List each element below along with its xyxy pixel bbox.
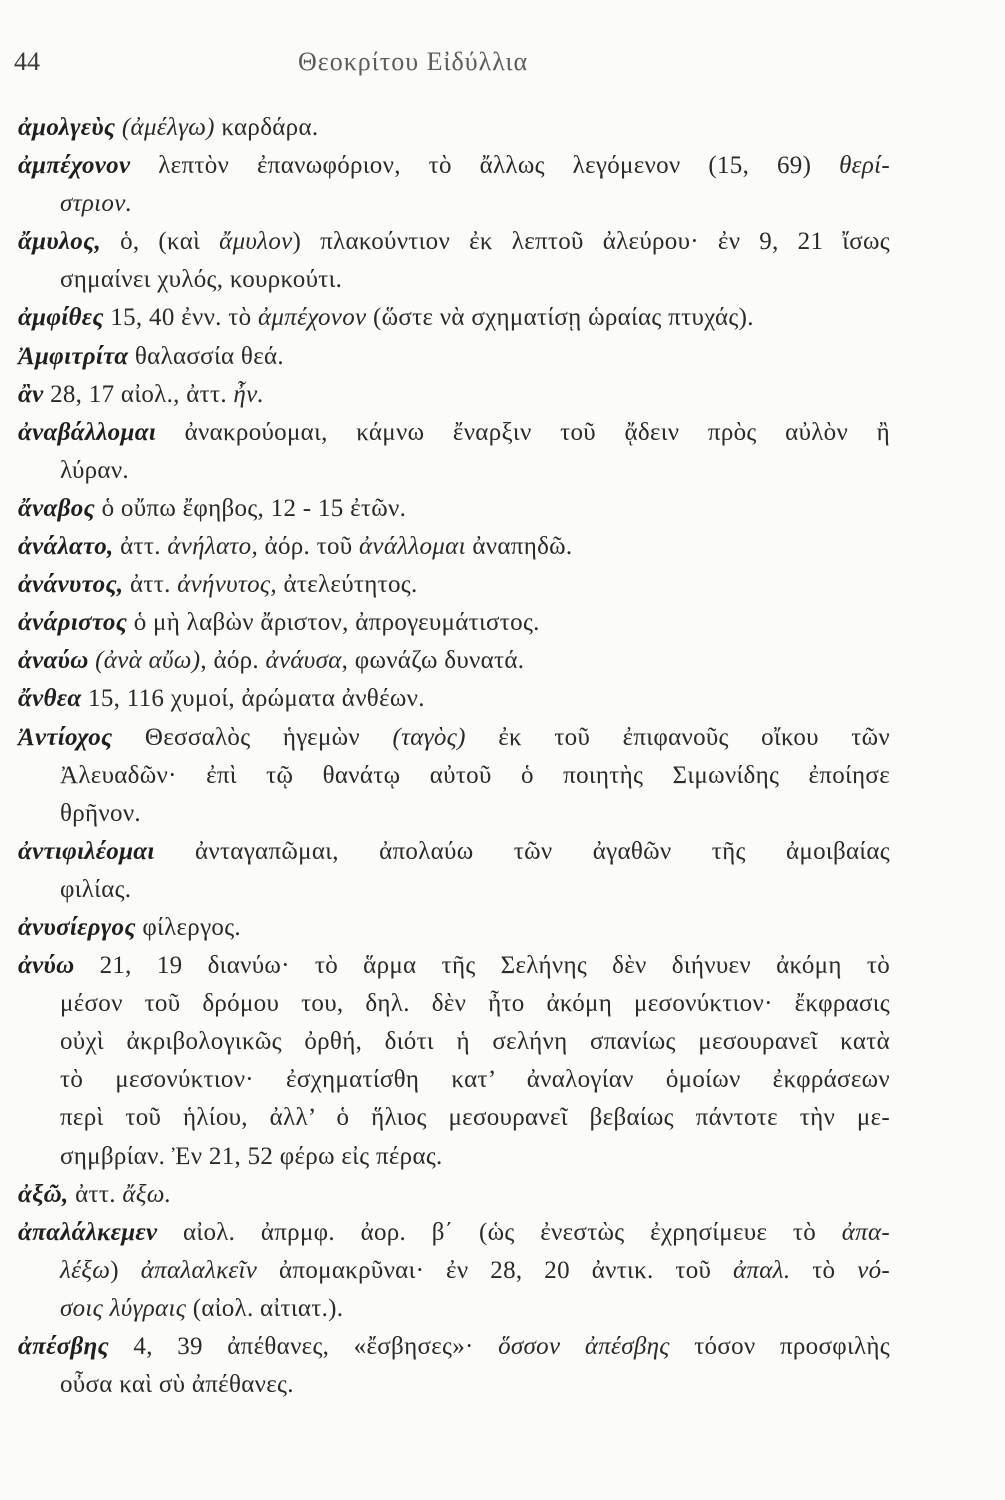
entry-line bbox=[18, 985, 890, 1023]
glossary-entry bbox=[18, 642, 890, 680]
headword: ἀναύω bbox=[18, 647, 89, 675]
headword: ἀπαλάλκεμεν bbox=[18, 1218, 158, 1246]
body-text: αἰολ. ἀπρμφ. ἀορ. β΄ (ὡς ἐνεστὼς ἐχρησίμευε τὸ bbox=[157, 1218, 842, 1246]
headword: ἀνάλατο, bbox=[18, 533, 114, 561]
glossary-entry bbox=[18, 1328, 890, 1404]
body-text: ἐκ τοῦ ἐπιφανοῦς οἴκου τῶν bbox=[465, 723, 890, 751]
headword: ἀξῶ, bbox=[18, 1180, 69, 1208]
headword: ἄμυλος, bbox=[18, 228, 102, 256]
headword: ἀναβάλλομαι bbox=[18, 418, 157, 446]
body-text: ἀτελεύτητος. bbox=[276, 571, 418, 599]
body-text: λεπτὸν ἐπανωφόριον, τὸ ἄλλως λεγόμενον (15, 69) bbox=[130, 152, 840, 180]
headword: ἀνάριστος bbox=[18, 609, 128, 637]
entry-line bbox=[18, 1328, 890, 1366]
body-text: ἀναπηδῶ. bbox=[465, 533, 573, 561]
running-title: Θεοκρίτου Εἰδύλλια bbox=[298, 47, 529, 76]
entry-line bbox=[18, 490, 890, 528]
italic-text: ἀπαλαλκεῖν bbox=[140, 1256, 258, 1284]
glossary-entry bbox=[18, 147, 890, 223]
entry-line bbox=[18, 1061, 890, 1099]
body-text: , ἀόρ. bbox=[200, 647, 266, 675]
headword: ἀνυσίεργος bbox=[18, 913, 136, 941]
body-text: σημβρίαν. Ἐν 21, 52 φέρω εἰς πέρας. bbox=[60, 1142, 443, 1170]
italic-text: ἦν. bbox=[233, 380, 265, 408]
headword: ἀμολγεὺς bbox=[18, 114, 116, 141]
glossary-entry bbox=[18, 1176, 890, 1214]
body-text: ἀόρ. τοῦ bbox=[258, 533, 359, 561]
body-text: τὸ bbox=[790, 1256, 858, 1284]
body-text: ἀττ. bbox=[113, 533, 168, 561]
body-text: οὖσα καὶ σὺ ἀπέθανες. bbox=[60, 1371, 294, 1399]
italic-text: λέξω bbox=[60, 1256, 111, 1284]
body-text: τόσον προσφιλὴς bbox=[669, 1333, 891, 1360]
italic-text: ἀνήνυτος, bbox=[177, 571, 277, 599]
entry-line bbox=[18, 719, 890, 757]
entry-line bbox=[18, 1290, 890, 1328]
body-text: ὁ μὴ λαβὼν ἄριστον, ἀπρογευμάτιστος. bbox=[127, 609, 540, 637]
entry-line bbox=[18, 1252, 890, 1290]
headword: ἀνάνυτος, bbox=[18, 571, 124, 599]
body-text: λύραν. bbox=[60, 456, 129, 484]
entry-line bbox=[18, 1176, 890, 1214]
headword: ἀπέσβης bbox=[18, 1333, 109, 1360]
italic-text: ἄμυλον bbox=[219, 228, 293, 256]
body-text: ὁ, (καὶ bbox=[101, 228, 220, 256]
body-text: 15, 40 ἐνν. τὸ bbox=[103, 304, 258, 332]
glossary-entry bbox=[18, 376, 890, 414]
entry-line bbox=[18, 223, 890, 261]
entry-line bbox=[18, 338, 890, 376]
headword: ἄναβος bbox=[18, 494, 96, 522]
glossary-entry bbox=[18, 566, 890, 604]
headword: ἂν bbox=[18, 380, 44, 408]
glossary-entry bbox=[18, 414, 890, 490]
body-text: (αἰολ. αἰτιατ.). bbox=[186, 1294, 344, 1322]
entry-line bbox=[18, 795, 890, 833]
glossary-entry bbox=[18, 680, 890, 718]
headword: Ἀμφιτρίτα bbox=[18, 342, 129, 370]
body-text: Θεσσαλὸς ἡγεμὼν bbox=[112, 723, 393, 751]
body-text: , φωνάζω δυνατά. bbox=[341, 647, 525, 675]
glossary-entries bbox=[18, 109, 890, 1404]
body-text: ἀνακρούομαι, κάμνω ἔναρξιν τοῦ ᾄδειν πρὸς αὐλὸν ἢ bbox=[156, 418, 890, 446]
italic-text: θερί- bbox=[839, 152, 890, 180]
headword: Ἀντίοχος bbox=[18, 723, 113, 751]
entry-line bbox=[18, 452, 890, 490]
entry-line bbox=[18, 261, 890, 299]
body-text: ἀττ. bbox=[123, 571, 178, 599]
body-text: οὐχὶ ἀκριβολογικῶς ὀρθή, διότι ἡ σελήνη σπανίως μεσουρανεῖ κατὰ bbox=[60, 1028, 890, 1056]
headword: ἀμφίθες bbox=[18, 304, 104, 332]
headword: ἀμπέχονον bbox=[18, 152, 131, 180]
entry-line bbox=[18, 757, 890, 795]
entry-line bbox=[18, 528, 890, 566]
glossary-entry bbox=[18, 833, 890, 909]
italic-text: σοις λύγραις bbox=[60, 1294, 187, 1322]
italic-text: στριον. bbox=[60, 190, 133, 218]
body-text: θαλασσία θεά. bbox=[128, 342, 284, 370]
body-text: ἀττ. bbox=[68, 1180, 123, 1208]
glossary-entry bbox=[18, 299, 890, 337]
entry-line bbox=[18, 185, 890, 223]
glossary-entry bbox=[18, 947, 890, 1176]
entry-line bbox=[18, 566, 890, 604]
entry-line bbox=[18, 414, 890, 452]
body-text: ) πλακούντιον ἐκ λεπτοῦ ἀλεύρου· ἐν 9, 21 ἴσως bbox=[292, 228, 890, 256]
italic-text: (ἀνὰ αὔω) bbox=[95, 647, 201, 675]
italic-text: ἀπα- bbox=[841, 1218, 890, 1246]
italic-text: ἀμπέχονον bbox=[257, 304, 367, 332]
body-text: (ὥστε νὰ σχηματίσῃ ὡραίας πτυχάς). bbox=[366, 304, 754, 332]
body-text: θρῆνον. bbox=[60, 799, 141, 827]
glossary-entry bbox=[18, 109, 890, 147]
italic-text: (ταγὸς) bbox=[392, 723, 466, 751]
italic-text: ἀνάλλομαι bbox=[359, 533, 466, 561]
entry-line bbox=[18, 1366, 890, 1404]
entry-line bbox=[18, 947, 890, 985]
entry-line bbox=[18, 1138, 890, 1176]
italic-text: ἀνήλατο, bbox=[167, 533, 258, 561]
glossary-entry bbox=[18, 490, 890, 528]
glossary-entry bbox=[18, 1214, 890, 1328]
entry-line bbox=[18, 376, 890, 414]
entry-line bbox=[18, 642, 890, 680]
body-text: Ἀλευαδῶν· ἐπὶ τῷ θανάτῳ αὐτοῦ ὁ ποιητὴς Σιμωνίδης ἐποίησε bbox=[60, 761, 890, 789]
body-text: 15, 116 χυμοί, ἀρώματα ἀνθέων. bbox=[81, 685, 425, 713]
entry-line bbox=[18, 299, 890, 337]
body-text: ἀπομακρῦναι· ἐν 28, 20 ἀντικ. τοῦ bbox=[257, 1256, 734, 1284]
body-text: καρδάρα. bbox=[214, 114, 319, 141]
body-text: φίλεργος. bbox=[135, 913, 241, 941]
headword: ἄνθεα bbox=[18, 685, 82, 713]
glossary-entry bbox=[18, 338, 890, 376]
headword: ἀντιφιλέομαι bbox=[18, 837, 155, 865]
italic-text: (ἀμέλγω) bbox=[121, 114, 215, 141]
entry-line bbox=[18, 1214, 890, 1252]
body-text: περὶ τοῦ ἡλίου, ἀλλ’ ὁ ἥλιος μεσουρανεῖ βεβαίως πάντοτε τὴν με- bbox=[60, 1104, 890, 1132]
body-text: τὸ μεσονύκτιον· ἐσχηματίσθη κατ’ ἀναλογίαν ὁμοίων ἐκφράσεων bbox=[60, 1066, 890, 1094]
glossary-entry bbox=[18, 223, 890, 299]
glossary-entry bbox=[18, 719, 890, 833]
body-text: ) bbox=[110, 1256, 141, 1284]
entry-line bbox=[18, 909, 890, 947]
entry-line bbox=[18, 147, 890, 185]
page-number: 44 bbox=[14, 47, 40, 76]
entry-line bbox=[18, 1099, 890, 1137]
body-text: 21, 19 διανύω· τὸ ἅρμα τῆς Σελήνης δὲν διήνυεν ἀκόμη τὸ bbox=[74, 952, 890, 980]
italic-text: ἀπαλ. bbox=[733, 1256, 791, 1284]
entry-line bbox=[18, 604, 890, 642]
body-text: μέσον τοῦ δρόμου του, δηλ. δὲν ἦτο ἀκόμη μεσονύκτιον· ἔκφρασις bbox=[60, 990, 890, 1018]
body-text: φιλίας. bbox=[60, 875, 132, 903]
entry-line bbox=[18, 1023, 890, 1061]
glossary-entry bbox=[18, 604, 890, 642]
italic-text: ἄξω. bbox=[122, 1180, 172, 1208]
body-text: 28, 17 αἰολ., ἀττ. bbox=[43, 380, 234, 408]
italic-text: νό- bbox=[857, 1256, 891, 1284]
body-text: ἀνταγαπῶμαι, ἀπολαύω τῶν ἀγαθῶν τῆς ἀμοιβαίας bbox=[154, 837, 890, 865]
body-text: ὁ οὔπω ἔφηβος, 12 - 15 ἐτῶν. bbox=[95, 494, 407, 522]
entry-line bbox=[18, 871, 890, 909]
italic-text: ἀνάυσα bbox=[265, 647, 342, 675]
entry-line bbox=[18, 680, 890, 718]
italic-text: ὅσσον ἀπέσβης bbox=[498, 1333, 670, 1360]
headword: ἀνύω bbox=[18, 952, 75, 980]
entry-line bbox=[18, 109, 890, 147]
glossary-entry bbox=[18, 909, 890, 947]
glossary-entry bbox=[18, 528, 890, 566]
body-text: 4, 39 ἀπέθανες, «ἔσβησες»· bbox=[108, 1333, 499, 1360]
entry-line bbox=[18, 833, 890, 871]
body-text: σημαίνει χυλός, κουρκούτι. bbox=[60, 266, 343, 294]
